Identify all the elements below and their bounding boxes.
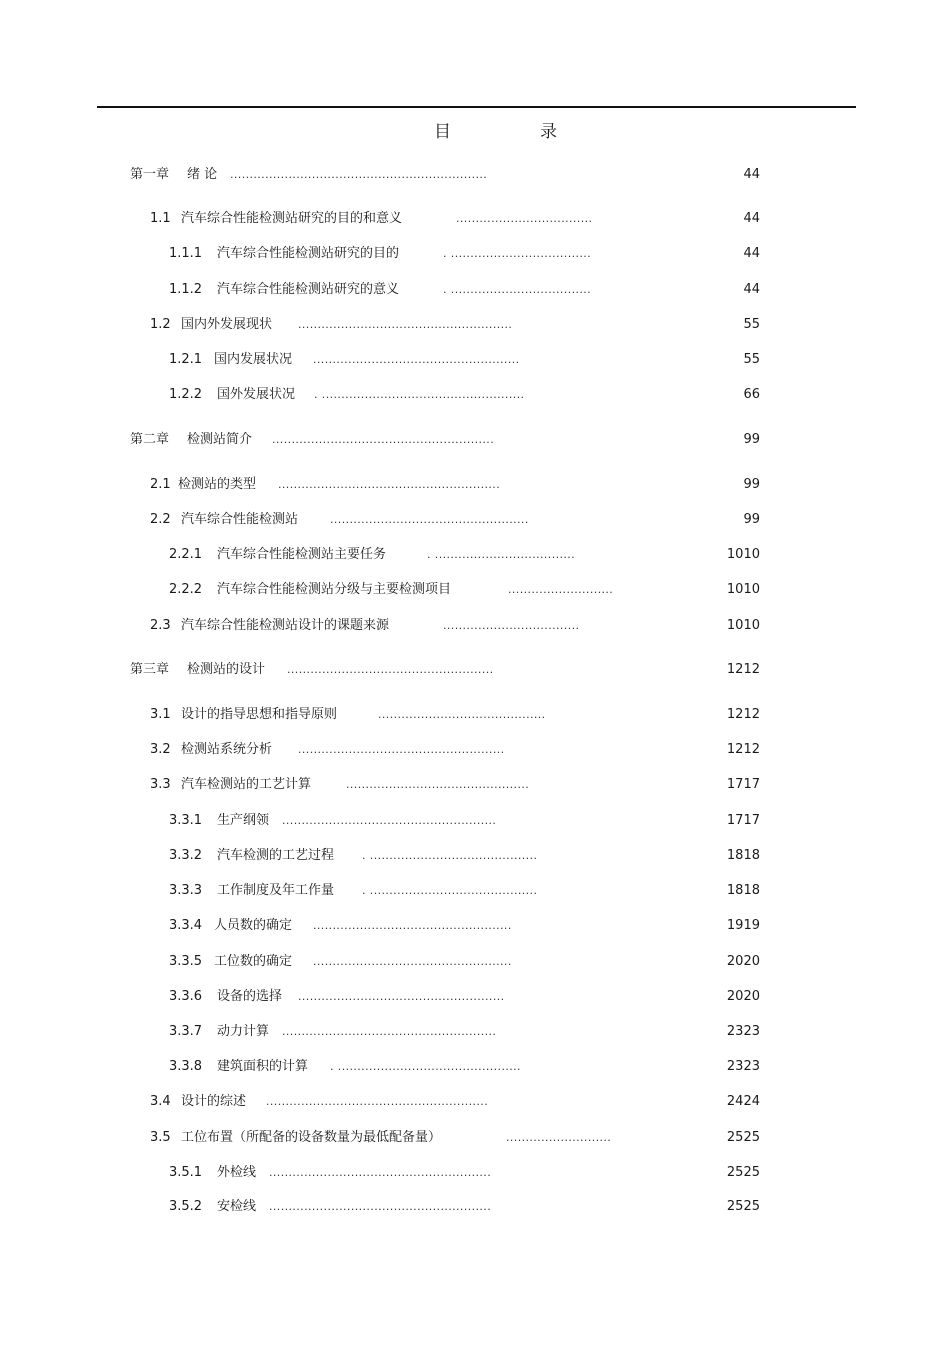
entry-label: 绪 论 — [187, 167, 218, 182]
entry-number: 2.3 — [150, 618, 171, 633]
leader-dots: ................................... — [456, 212, 593, 225]
entry-label: 设备的选择 — [217, 989, 283, 1004]
toc-entry[interactable] — [0, 165, 950, 185]
entry-label: 汽车综合性能检测站分级与主要检测项目 — [217, 582, 452, 597]
leader-dots: ......................................................... — [266, 1095, 489, 1108]
toc-entry[interactable] — [0, 1163, 950, 1183]
toc-entry[interactable] — [0, 775, 950, 795]
leader-dots: ........................... — [508, 583, 614, 596]
leader-dots: ....................................................... — [282, 1025, 497, 1038]
entry-label: 工作制度及年工作量 — [217, 883, 335, 898]
toc-entry[interactable] — [0, 510, 950, 530]
entry-label: 汽车综合性能检测站研究的目的 — [217, 246, 400, 261]
leader-dots: ................................................... — [313, 919, 512, 932]
entry-label: 安检线 — [217, 1199, 257, 1214]
entry-page: 66 — [743, 387, 760, 402]
entry-number: 3.5.1 — [169, 1165, 203, 1180]
entry-label: 汽车检测的工艺过程 — [217, 848, 335, 863]
entry-page: 2323 — [726, 1024, 760, 1039]
toc-entry[interactable] — [0, 881, 950, 901]
toc-entry[interactable] — [0, 244, 950, 264]
entry-number: 3.3.1 — [169, 813, 203, 828]
leader-dots: . .................................... — [443, 247, 592, 260]
entry-number: 第三章 — [130, 662, 170, 677]
entry-page: 2020 — [726, 989, 760, 1004]
entry-number: 3.3.5 — [169, 954, 203, 969]
entry-number: 第一章 — [130, 167, 170, 182]
entry-page: 55 — [743, 317, 760, 332]
toc-entry[interactable] — [0, 545, 950, 565]
toc-entry[interactable] — [0, 280, 950, 300]
entry-page: 44 — [743, 282, 760, 297]
toc-entry[interactable] — [0, 987, 950, 1007]
entry-label: 人员数的确定 — [214, 918, 293, 933]
entry-number: 1.2.1 — [169, 352, 203, 367]
entry-label: 设计的指导思想和指导原则 — [181, 707, 338, 722]
entry-page: 1919 — [726, 918, 760, 933]
toc-entry[interactable] — [0, 660, 950, 680]
entry-label: 设计的综述 — [181, 1094, 247, 1109]
title-char-1: 目 — [434, 122, 451, 142]
entry-page: 55 — [743, 352, 760, 367]
entry-label: 汽车综合性能检测站设计的课题来源 — [181, 618, 390, 633]
entry-number: 1.1.1 — [169, 246, 203, 261]
entry-number: 1.1.2 — [169, 282, 203, 297]
entry-label: 工位数的确定 — [214, 954, 293, 969]
leader-dots: ....................................................... — [298, 318, 513, 331]
entry-label: 国外发展状况 — [217, 387, 296, 402]
entry-number: 1.2 — [150, 317, 171, 332]
leader-dots: .................................................................. — [230, 168, 488, 181]
entry-label: 汽车综合性能检测站 — [181, 512, 299, 527]
entry-number: 3.3 — [150, 777, 171, 792]
entry-page: 1212 — [726, 707, 760, 722]
toc-entry[interactable] — [0, 811, 950, 831]
entry-label: 检测站的设计 — [187, 662, 266, 677]
toc-entry[interactable] — [0, 475, 950, 495]
entry-page: 1818 — [726, 883, 760, 898]
toc-entry[interactable] — [0, 1197, 950, 1217]
entry-label: 国内发展状况 — [214, 352, 293, 367]
entry-number: 3.3.8 — [169, 1059, 203, 1074]
toc-entry[interactable] — [0, 916, 950, 936]
leader-dots: ................................... — [443, 619, 580, 632]
entry-page: 99 — [743, 432, 760, 447]
entry-label: 检测站系统分析 — [181, 742, 273, 757]
leader-dots: . ........................................... — [362, 884, 538, 897]
entry-number: 第二章 — [130, 432, 170, 447]
entry-page: 2525 — [726, 1199, 760, 1214]
toc-entry[interactable] — [0, 580, 950, 600]
entry-page: 2020 — [726, 954, 760, 969]
entry-number: 3.5.2 — [169, 1199, 203, 1214]
entry-page: 1010 — [726, 618, 760, 633]
entry-page: 2323 — [726, 1059, 760, 1074]
entry-number: 2.2.1 — [169, 547, 203, 562]
entry-page: 1212 — [726, 662, 760, 677]
entry-label: 国内外发展现状 — [181, 317, 273, 332]
leader-dots: ............................................... — [346, 778, 530, 791]
leader-dots: . ........................................... — [362, 849, 538, 862]
title-char-2: 录 — [540, 122, 557, 142]
toc-entry[interactable] — [0, 385, 950, 405]
toc-entry[interactable] — [0, 952, 950, 972]
toc-entry[interactable] — [0, 350, 950, 370]
entry-number: 3.3.7 — [169, 1024, 203, 1039]
toc-entry[interactable] — [0, 209, 950, 229]
entry-page: 99 — [743, 477, 760, 492]
entry-page: 1818 — [726, 848, 760, 863]
leader-dots: ..................................................... — [313, 353, 520, 366]
leader-dots: ................................................... — [313, 955, 512, 968]
leader-dots: ..................................................... — [287, 663, 494, 676]
entry-page: 44 — [743, 211, 760, 226]
entry-label: 工位布置（所配备的设备数量为最低配备量） — [181, 1130, 442, 1145]
entry-number: 3.3.3 — [169, 883, 203, 898]
leader-dots: ..................................................... — [298, 990, 505, 1003]
leader-dots: . .................................... — [443, 283, 592, 296]
leader-dots: ........................... — [506, 1131, 612, 1144]
entry-number: 2.1 — [150, 477, 171, 492]
entry-number: 3.5 — [150, 1130, 171, 1145]
entry-label: 动力计算 — [217, 1024, 270, 1039]
entry-number: 1.1 — [150, 211, 171, 226]
leader-dots: ........................................... — [378, 708, 546, 721]
entry-page: 99 — [743, 512, 760, 527]
entry-number: 3.4 — [150, 1094, 171, 1109]
entry-number: 3.2 — [150, 742, 171, 757]
entry-page: 1010 — [726, 547, 760, 562]
toc-entry[interactable] — [0, 846, 950, 866]
entry-label: 汽车综合性能检测站主要任务 — [217, 547, 387, 562]
toc-entry[interactable] — [0, 616, 950, 636]
entry-number: 3.3.2 — [169, 848, 203, 863]
leader-dots: ......................................................... — [269, 1200, 492, 1213]
toc-entry[interactable] — [0, 1057, 950, 1077]
entry-label: 汽车检测站的工艺计算 — [181, 777, 312, 792]
leader-dots: ......................................................... — [272, 433, 495, 446]
entry-number: 2.2.2 — [169, 582, 203, 597]
entry-label: 建筑面积的计算 — [217, 1059, 309, 1074]
entry-page: 1212 — [726, 742, 760, 757]
entry-page: 44 — [743, 246, 760, 261]
toc-entry[interactable] — [0, 705, 950, 725]
entry-number: 3.3.4 — [169, 918, 203, 933]
leader-dots: ....................................................... — [282, 814, 497, 827]
leader-dots: ..................................................... — [298, 743, 505, 756]
entry-page: 1717 — [726, 777, 760, 792]
entry-label: 汽车综合性能检测站研究的意义 — [217, 282, 400, 297]
entry-label: 生产纲领 — [217, 813, 270, 828]
entry-page: 2424 — [726, 1094, 760, 1109]
entry-label: 检测站简介 — [187, 432, 253, 447]
leader-dots: ......................................................... — [278, 478, 501, 491]
leader-dots: ................................................... — [330, 513, 529, 526]
entry-number: 2.2 — [150, 512, 171, 527]
entry-page: 1010 — [726, 582, 760, 597]
entry-label: 汽车综合性能检测站研究的目的和意义 — [181, 211, 403, 226]
toc-entry[interactable] — [0, 740, 950, 760]
entry-label: 检测站的类型 — [178, 477, 257, 492]
leader-dots: . .................................... — [427, 548, 576, 561]
entry-page: 2525 — [726, 1130, 760, 1145]
toc-entry[interactable] — [0, 1022, 950, 1042]
entry-number: 3.1 — [150, 707, 171, 722]
entry-number: 3.3.6 — [169, 989, 203, 1004]
leader-dots: ......................................................... — [269, 1166, 492, 1179]
entry-number: 1.2.2 — [169, 387, 203, 402]
entry-label: 外检线 — [217, 1165, 257, 1180]
entry-page: 2525 — [726, 1165, 760, 1180]
toc-entry[interactable] — [0, 430, 950, 450]
leader-dots: . ............................................... — [330, 1060, 521, 1073]
leader-dots: . .................................................... — [314, 388, 525, 401]
toc-entry[interactable] — [0, 1092, 950, 1112]
entry-page: 1717 — [726, 813, 760, 828]
toc-entry[interactable] — [0, 315, 950, 335]
entry-page: 44 — [743, 167, 760, 182]
toc-entry[interactable] — [0, 1128, 950, 1148]
